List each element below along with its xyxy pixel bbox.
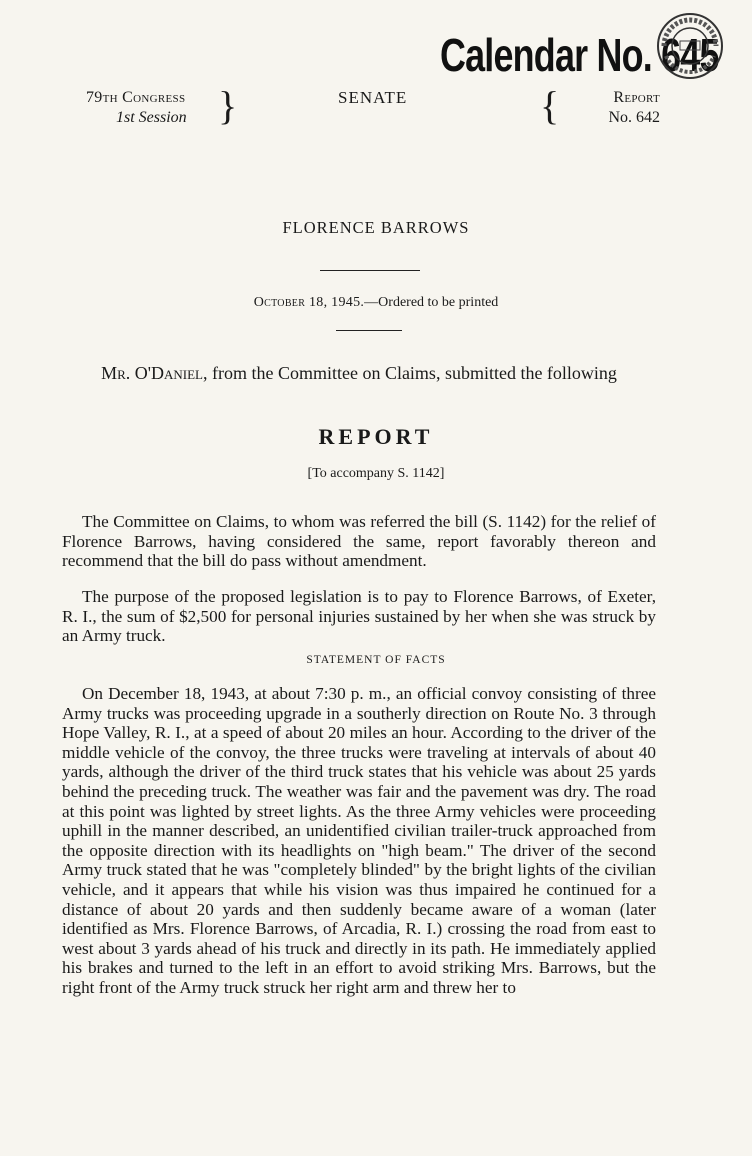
ordered-line [0,295,752,311]
left-brace: } [218,83,238,128]
report-number [584,88,660,128]
chamber-name: SENATE [338,88,408,107]
library-stamp-icon [654,10,726,82]
bill-title: FLORENCE BARROWS [282,218,470,237]
right-brace: { [540,83,560,128]
report-no: No. 642 [608,109,660,126]
report-label: Report [613,89,660,106]
paragraph-text: The Committee on Claims, to whom was referred the bill (S. 1142) for the relief of Florence Barrows, having considered the same, report favorably thereon and recommend that the bill do pass without amendment. [62,512,656,571]
paragraph-purpose [62,587,656,646]
paragraph-recommendation [62,512,656,571]
accompany-note: [To accompany S. 1142] [307,466,445,481]
divider [320,270,420,271]
senator-name: Mr. O'Daniel, [101,363,208,383]
calendar-number: Calendar No. 645 [440,29,719,81]
report-heading: REPORT [318,424,434,449]
ordered-text: —Ordered to be printed [364,295,499,310]
paragraph-facts [62,684,656,998]
divider [336,330,402,331]
paragraph-text: The purpose of the proposed legislation is to pay to Florence Barrows, of Exeter, R. I., the sum of $2,500 for personal injuries sustained by her when she was struck by an Army truck. [62,587,656,646]
section-heading: STATEMENT OF FACTS [306,654,446,666]
session-line: 1st Session [116,109,187,126]
submitted-text: from the Committee on Claims, submitted the following [211,363,617,383]
ordered-date: October 18, 1945. [253,295,365,310]
paragraph-text: On December 18, 1943, at about 7:30 p. m., an official convoy consisting of three Army trucks was proceeding upgrade in a southerly direction on Route No. 3 through Hope Valley, R. I., at a speed of about 20 miles an hour. According to the driver of the middle vehicle of the convoy, the three trucks were traveling at intervals of about 40 yards, although the driver of the third truck states that his vehicle was about 25 yards behind the preceding truck. The weather was fair and the pavement was dry. The road at this point was lighted by street lights. As the three Army vehicles were proceeding uphill in the manner described, an unidentified civilian trailer-truck approached from the opposite direction with its headlights on "high beam." The driver of the second Army truck stated that he was "completely blinded" by the bright lights of the civilian vehicle, and it appears that while his vision was thus impaired he continued for a distance of about 20 yards and then suddenly became aware of a woman (later identified as Mrs. Florence Barrows, of Arcadia, R. I.) crossing the road from east to west about 3 yards ahead of his truck and directly in its path. He immediately applied his brakes and turned to the left in an effort to avoid striking Mrs. Barrows, but the right front of the Army truck struck her right arm and threw her to [62,684,656,997]
congress-line: 79th Congress [86,89,186,106]
submitted-by [62,362,656,384]
congress-session [86,88,187,128]
